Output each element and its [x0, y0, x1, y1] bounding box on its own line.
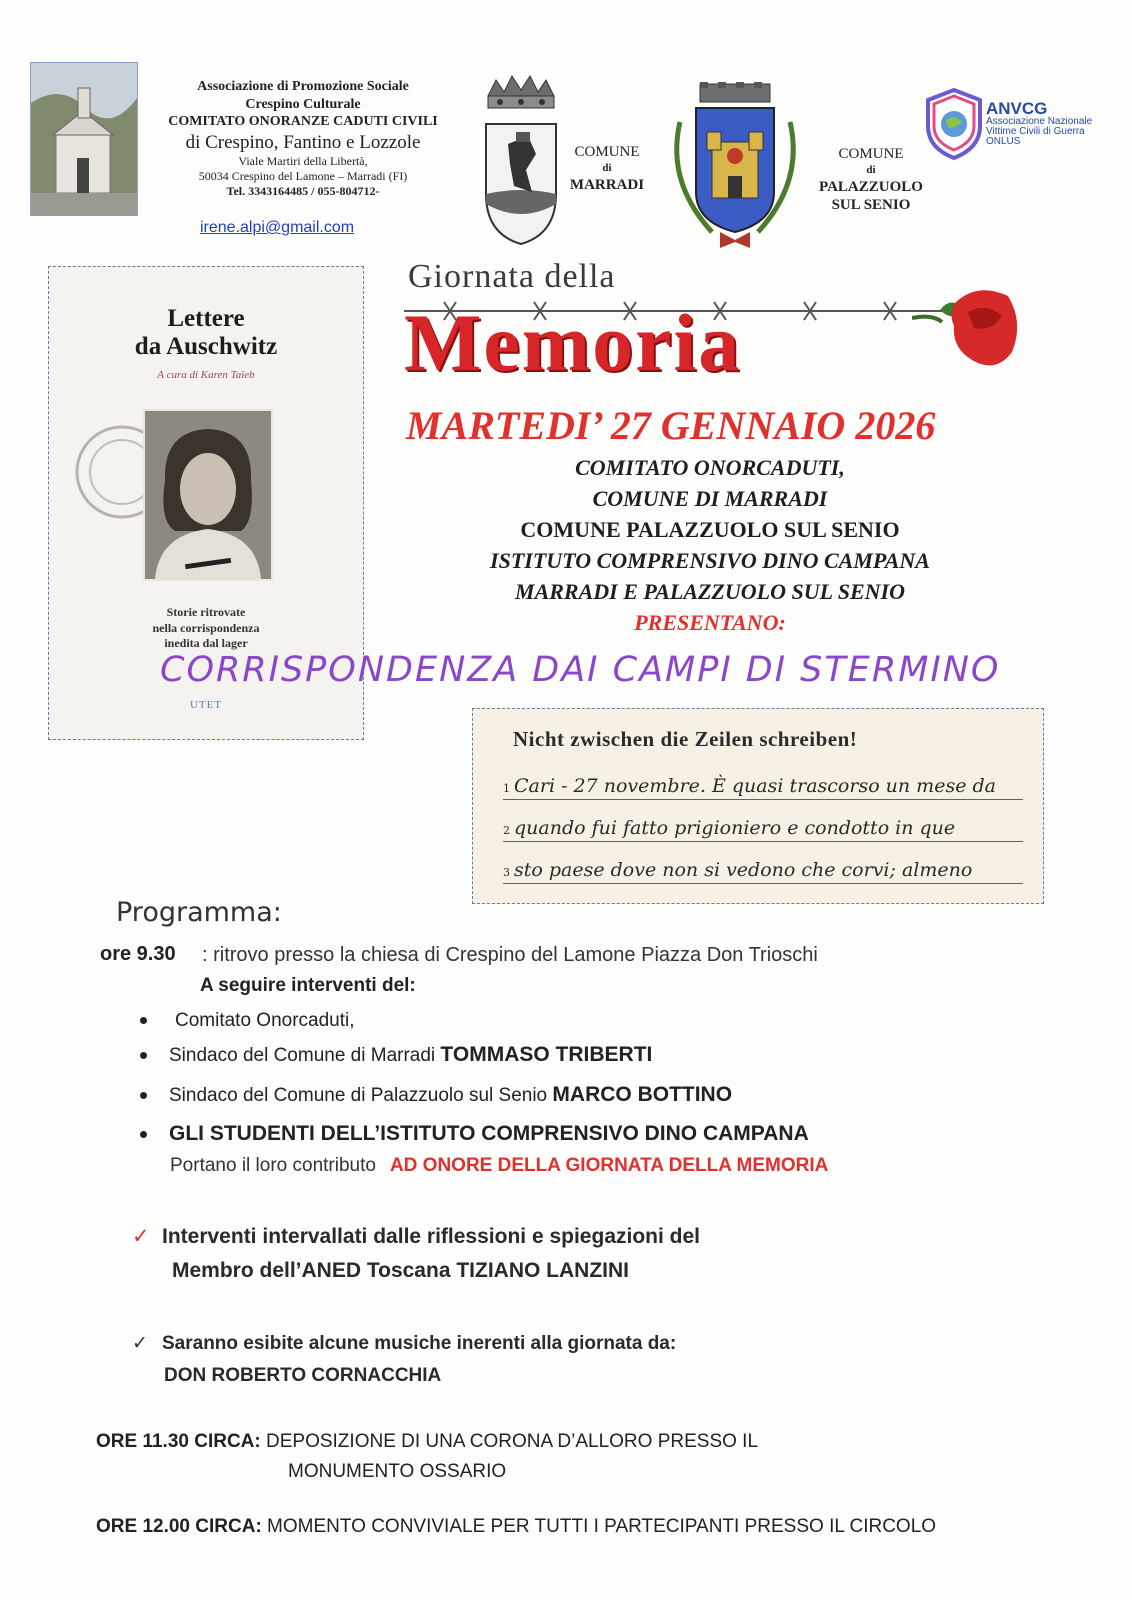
book-subtitle-line2: nella corrispondenza [152, 620, 260, 635]
check-text: Membro dell’ANED Toscana TIZIANO LANZINI [172, 1259, 629, 1282]
association-type: Associazione di Promozione Sociale [197, 79, 409, 94]
organizer-item: COMUNE DI MARRADI [592, 486, 828, 511]
palazzuolo-name: PALAZZUOLO [819, 178, 923, 195]
bullet-dot-icon [140, 1052, 147, 1059]
line-number: 3 [503, 866, 510, 879]
bullet-text: Sindaco del Comune di Palazzuolo sul Senio [169, 1085, 553, 1106]
line-text: sto paese dove non si vedono che corvi; almeno [514, 859, 973, 881]
bullet-bold: MARCO BOTTINO [552, 1083, 733, 1106]
time-label: ORE 12.00 CIRCA: [96, 1516, 262, 1537]
palazzuolo-crest-icon [662, 82, 808, 255]
students-sub-highlight: AD ONORE DELLA GIORNATA DELLA MEMORIA [389, 1155, 829, 1176]
time-label: ORE 11.30 CIRCA: [96, 1431, 261, 1452]
organizer-item: ISTITUTO COMPRENSIVO DINO CAMPANA [490, 548, 930, 573]
schedule-row [96, 1512, 936, 1542]
schedule-row [96, 1427, 758, 1487]
bullet-bold: GLI STUDENTI DELL’ISTITUTO COMPRENSIVO DINO CAMPANA [169, 1122, 809, 1145]
book-title-line1: Lettere [167, 305, 245, 332]
book-curator: A cura di Karen Taïeb [157, 369, 255, 381]
program-bullet [140, 1083, 732, 1107]
event-date: MARTEDI’ 27 GENNAIO 2026 [406, 403, 936, 448]
bullet-dot-icon [140, 1092, 147, 1099]
association-email-link[interactable]: irene.alpi@gmail.com [200, 219, 355, 236]
letter-line [503, 859, 1023, 884]
organizer-item: COMITATO ONORCADUTI, [575, 455, 845, 480]
programma-heading: Programma: [116, 897, 282, 928]
letter-line [503, 817, 1023, 842]
committee-name: COMITATO ONORANZE CADUTI CIVILI [168, 114, 438, 129]
committee-location: di Crespino, Fantino e Lozzole [185, 131, 421, 153]
bullet-dot-icon [140, 1131, 147, 1138]
program-bullet [140, 1010, 355, 1032]
association-city: 50034 Crespino del Lamone – Marradi (FI) [198, 169, 408, 184]
bullet-text: Comitato Onorcaduti, [175, 1010, 355, 1031]
di-word: di [866, 163, 876, 176]
a-seguire-label: A seguire interventi del: [200, 975, 416, 996]
bullet-text: Sindaco del Comune di Marradi [169, 1045, 441, 1066]
red-check-icon: ✓ [132, 1225, 150, 1248]
association-info [136, 78, 470, 199]
comune-palazzuolo-label [806, 145, 936, 215]
students-sub-text: Portano il loro contributo [170, 1155, 376, 1176]
book-title [49, 305, 363, 360]
comune-word: COMUNE [574, 144, 640, 160]
sul-senio-name: SUL SENIO [831, 197, 911, 214]
book-subtitle [49, 605, 363, 652]
comune-word: COMUNE [838, 146, 904, 162]
check-text: Saranno esibite alcune musiche inerenti alla giornata da: [162, 1333, 677, 1354]
check-icon: ✓ [132, 1333, 148, 1354]
letter-image [472, 708, 1044, 904]
anvcg-acronym: ANVCG [986, 99, 1048, 118]
organizers-list [420, 452, 1000, 638]
di-word: di [602, 161, 612, 174]
check-item [132, 1328, 676, 1392]
anvcg-line1: Associazione Nazionale [986, 116, 1093, 127]
letter-header: Nicht zwischen die Zeilen schreiben! [513, 727, 858, 751]
anvcg-text [986, 100, 1092, 147]
comune-marradi-label [562, 143, 652, 194]
event-subtitle: CORRISPONDENZA DAI CAMPI DI STERMINO [160, 650, 1001, 690]
marradi-crest-icon [480, 74, 562, 251]
program-bullet [140, 1043, 652, 1067]
anvcg-logo-icon [924, 88, 984, 165]
schedule-text: DEPOSIZIONE DI UNA CORONA D’ALLORO PRESSO IL [260, 1431, 759, 1452]
program-bullet [140, 1122, 809, 1146]
organizer-item: COMUNE PALAZZUOLO SUL SENIO [520, 517, 900, 542]
association-name: Crespino Culturale [245, 96, 361, 112]
rose-icon [912, 282, 1020, 379]
event-title-memoria: Memoria [404, 297, 742, 388]
organizer-item: MARRADI E PALAZZUOLO SUL SENIO [515, 579, 905, 604]
book-subtitle-line1: Storie ritrovate [166, 605, 246, 619]
church-photo [30, 62, 138, 216]
marradi-name: MARRADI [569, 176, 645, 193]
check-text: DON ROBERTO CORNACCHIA [164, 1365, 442, 1386]
book-title-line2: da Auschwitz [134, 332, 278, 360]
schedule-text: MONUMENTO OSSARIO [288, 1461, 507, 1482]
check-item [132, 1220, 700, 1288]
check-text: Interventi intervallati dalle riflessioni e spiegazioni del [162, 1225, 700, 1248]
anvcg-line3: ONLUS [986, 136, 1021, 147]
portrait-photo [143, 409, 273, 581]
line-number: 1 [503, 782, 510, 795]
first-description: : ritrovo presso la chiesa di Crespino del Lamone Piazza Don Trioschi [202, 944, 818, 966]
line-number: 2 [503, 824, 510, 837]
students-contribution [170, 1155, 828, 1177]
line-text: quando fui fatto prigioniero e condotto in que [514, 817, 956, 839]
book-subtitle-line3: inedita dal lager [164, 636, 248, 651]
bullet-bold: TOMMASO TRIBERTI [440, 1043, 653, 1066]
book-publisher: UTET [189, 699, 223, 711]
bullet-dot-icon [140, 1017, 147, 1024]
schedule-text: MOMENTO CONVIVIALE PER TUTTI I PARTECIPANTI PRESSO IL CIRCOLO [261, 1516, 937, 1537]
presentano-label: PRESENTANO: [634, 610, 786, 635]
line-text: Cari - 27 novembre. È quasi trascorso un mese da [514, 775, 996, 797]
anvcg-line2: Vittime Civili di Guerra [986, 126, 1085, 137]
association-street: Viale Martiri della Libertà, [238, 154, 368, 169]
letter-line [503, 775, 1023, 800]
event-title-line1: Giornata della [408, 258, 616, 295]
first-time: ore 9.30 [100, 943, 176, 965]
association-phone: Tel. 3343164485 / 055-804712- [226, 184, 380, 199]
